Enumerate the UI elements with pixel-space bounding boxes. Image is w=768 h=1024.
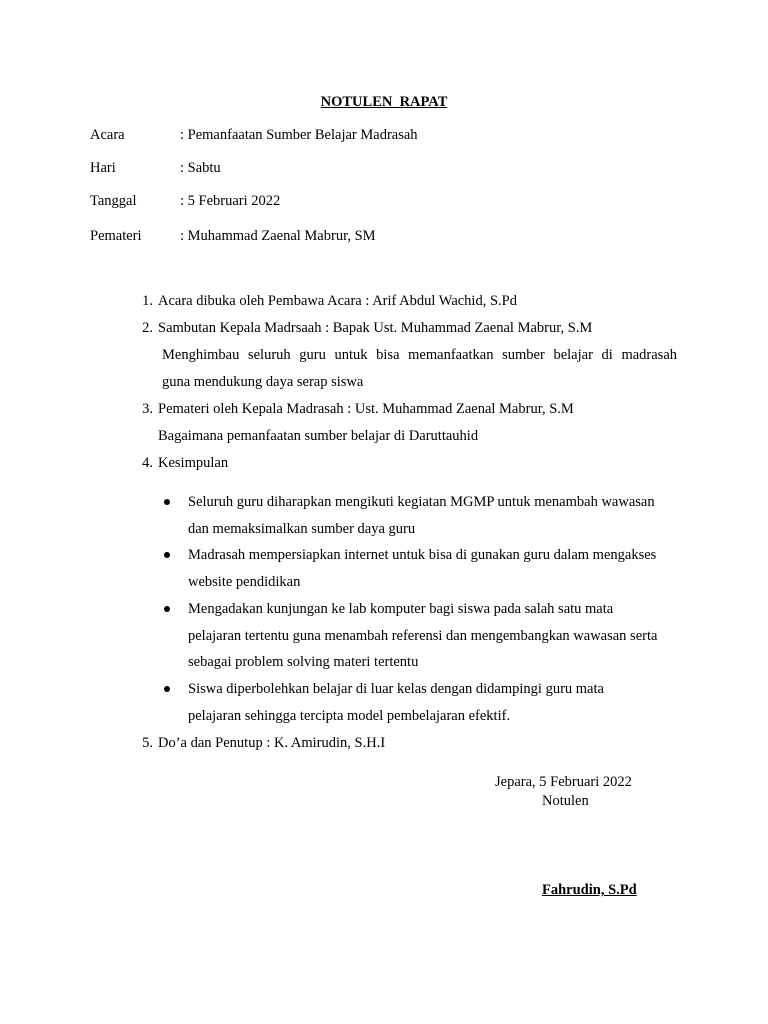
info-value-tanggal: : 5 Februari 2022 bbox=[180, 193, 281, 209]
agenda-item-welcome-detail-line2: guna mendukung daya serap siswa bbox=[162, 374, 364, 390]
agenda-item-closing: Do’a dan Penutup : K. Amirudin, S.H.I bbox=[158, 735, 386, 751]
agenda-item-welcome-detail-line1: Menghimbau seluruh guru untuk bisa memanfaatkan sumber belajar di madrasah bbox=[162, 347, 677, 363]
agenda-item-presentation-detail: Bagaimana pemanfaatan sumber belajar di Daruttauhid bbox=[158, 428, 479, 444]
conclusion-bullet-2-line2: website pendidikan bbox=[188, 574, 301, 590]
conclusion-bullet-3-line1: Mengadakan kunjungan ke lab komputer bagi siswa pada salah satu mata bbox=[188, 601, 614, 617]
info-label-tanggal: Tanggal bbox=[90, 193, 137, 209]
agenda-item-conclusion: Kesimpulan bbox=[158, 455, 229, 471]
agenda-number-4: 4. bbox=[142, 455, 153, 471]
info-label-acara: Acara bbox=[90, 127, 125, 143]
bullet-dot-icon bbox=[164, 606, 170, 612]
info-value-pemateri: : Muhammad Zaenal Mabrur, SM bbox=[180, 228, 376, 244]
bullet-dot-icon bbox=[164, 499, 170, 505]
agenda-number-3: 3. bbox=[142, 401, 153, 417]
signature-role: Notulen bbox=[542, 793, 589, 809]
conclusion-bullet-2-line1: Madrasah mempersiapkan internet untuk bisa di gunakan guru dalam mengakses bbox=[188, 547, 657, 563]
conclusion-bullet-3-line3: sebagai problem solving materi tertentu bbox=[188, 654, 419, 670]
agenda-item-welcome-speech: Sambutan Kepala Madrsaah : Bapak Ust. Muhammad Zaenal Mabrur, S.M bbox=[158, 320, 593, 336]
bullet-dot-icon bbox=[164, 686, 170, 692]
signature-name: Fahrudin, S.Pd bbox=[542, 882, 637, 898]
conclusion-bullet-3-line2: pelajaran tertentu guna menambah referensi dan mengembangkan wawasan serta bbox=[188, 628, 658, 644]
info-value-hari: : Sabtu bbox=[180, 160, 221, 176]
conclusion-bullet-4-line2: pelajaran sehingga tercipta model pembelajaran efektif. bbox=[188, 708, 511, 724]
info-label-pemateri: Pemateri bbox=[90, 228, 142, 244]
document-title: NOTULEN RAPAT bbox=[320, 94, 448, 110]
bullet-dot-icon bbox=[164, 552, 170, 558]
info-value-acara: : Pemanfaatan Sumber Belajar Madrasah bbox=[180, 127, 418, 143]
conclusion-bullet-4-line1: Siswa diperbolehkan belajar di luar kelas dengan didampingi guru mata bbox=[188, 681, 604, 697]
signature-place-date: Jepara, 5 Februari 2022 bbox=[495, 774, 632, 790]
agenda-item-opening: Acara dibuka oleh Pembawa Acara : Arif Abdul Wachid, S.Pd bbox=[158, 293, 517, 309]
agenda-number-2: 2. bbox=[142, 320, 153, 336]
info-label-hari: Hari bbox=[90, 160, 116, 176]
agenda-item-presentation: Pemateri oleh Kepala Madrasah : Ust. Muhammad Zaenal Mabrur, S.M bbox=[158, 401, 574, 417]
conclusion-bullet-1-line1: Seluruh guru diharapkan mengikuti kegiatan MGMP untuk menambah wawasan bbox=[188, 494, 655, 510]
agenda-number-5: 5. bbox=[142, 735, 153, 751]
agenda-number-1: 1. bbox=[142, 293, 153, 309]
conclusion-bullet-1-line2: dan memaksimalkan sumber daya guru bbox=[188, 521, 416, 537]
